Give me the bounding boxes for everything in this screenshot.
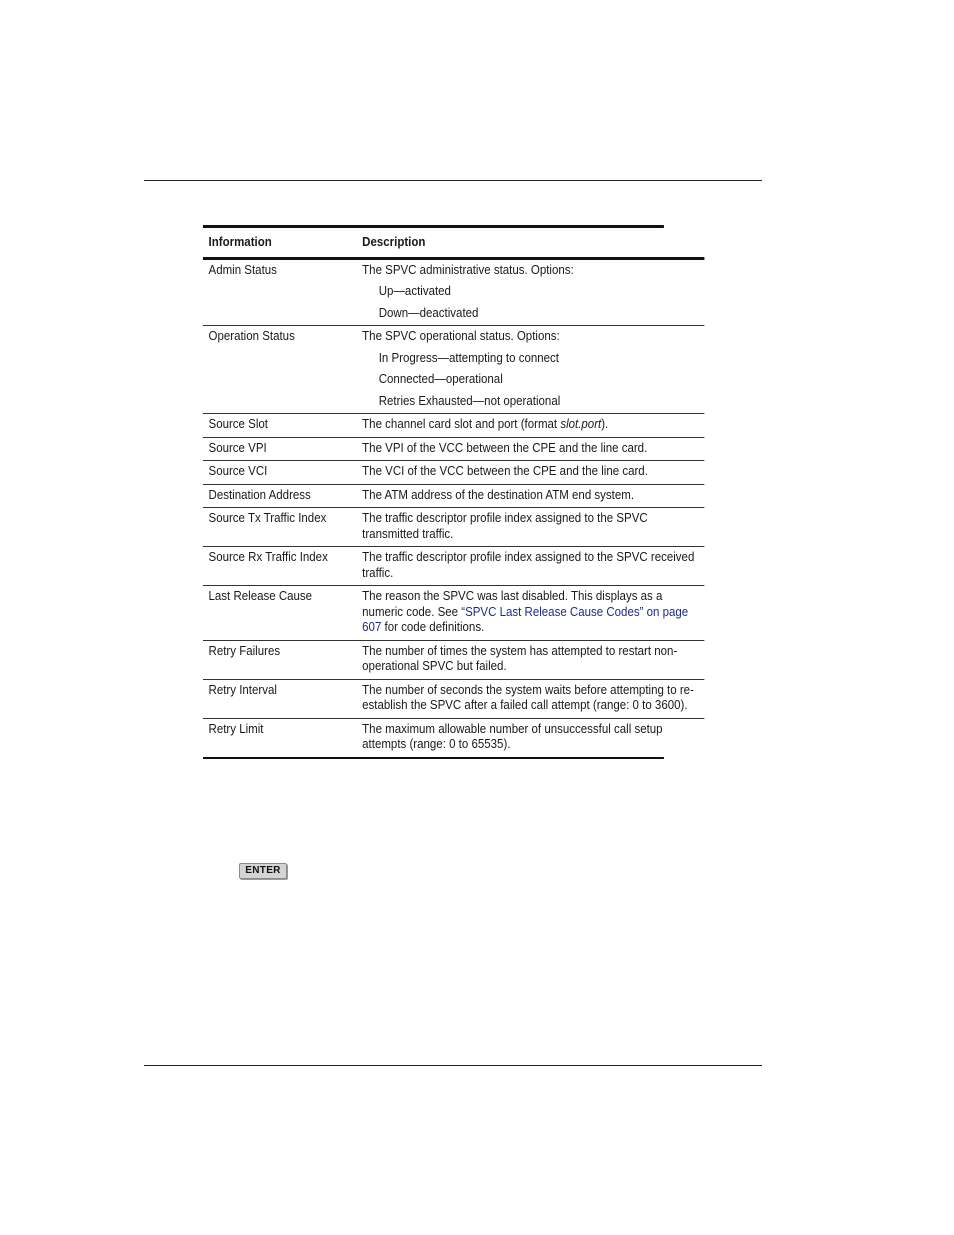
row-information: Source VPI <box>208 440 267 455</box>
footer-rule <box>144 1065 762 1066</box>
table-row <box>203 414 704 438</box>
table-row <box>203 508 704 547</box>
row-information: Destination Address <box>208 487 311 502</box>
row-information: Last Release Cause <box>208 589 313 603</box>
table-header-row <box>203 228 704 260</box>
row-description: The number of seconds the system waits before attempting to re-establish the SPVC after a failed call attempt (range: 0 to 3600). <box>362 682 694 712</box>
description-text: The channel card slot and port (format <box>362 417 561 431</box>
row-description: The VCI of the VCC between the CPE and the line card. <box>362 464 648 478</box>
cross-reference-link[interactable]: “SPVC Last Release Cause Codes” on page 607 <box>362 604 689 634</box>
option-item: In Progress—attempting to connect <box>378 350 559 365</box>
enter-key-icon: ENTER <box>239 863 287 879</box>
row-description <box>353 260 704 326</box>
row-information: Admin Status <box>208 262 277 277</box>
description-text: The SPVC operational status. Options: <box>362 329 560 343</box>
row-information: Operation Status <box>208 329 295 343</box>
table-row <box>203 641 704 680</box>
row-description <box>353 414 704 437</box>
description-text: ). <box>601 417 609 431</box>
row-description: The VPI of the VCC between the CPE and the line card. <box>362 440 648 455</box>
table-row <box>203 461 704 485</box>
table-row <box>203 485 704 509</box>
option-item: Retries Exhausted—not operational <box>378 393 561 408</box>
row-information: Source VCI <box>208 464 268 478</box>
row-description: The traffic descriptor profile index assigned to the SPVC received traffic. <box>362 550 695 580</box>
row-information: Source Rx Traffic Index <box>208 550 328 564</box>
spvc-information-table <box>203 225 695 759</box>
description-text: The reason the SPVC was last disabled. This displays as a numeric code. See <box>362 589 663 619</box>
table-row <box>203 680 704 719</box>
column-header-information: Information <box>208 235 272 249</box>
table-row <box>203 719 704 757</box>
row-description: The number of times the system has attempted to restart non-operational SPVC but failed. <box>362 643 678 673</box>
header-rule <box>144 180 762 181</box>
row-information: Retry Limit <box>208 721 264 736</box>
row-information: Retry Interval <box>208 682 277 697</box>
row-description: The maximum allowable number of unsuccessful call setup attempts (range: 0 to 65535). <box>362 721 663 751</box>
format-term: slot.port <box>560 417 602 431</box>
table-row <box>203 326 704 414</box>
column-header-description: Description <box>362 235 426 249</box>
description-text: for code definitions. <box>381 620 485 634</box>
table-row <box>203 586 704 641</box>
description-text: The SPVC administrative status. Options: <box>362 262 574 277</box>
row-description <box>353 586 704 640</box>
option-item: Up—activated <box>378 284 451 298</box>
row-description: The ATM address of the destination ATM end system. <box>362 487 635 502</box>
option-item: Connected—operational <box>378 372 503 386</box>
row-description: The traffic descriptor profile index assigned to the SPVC transmitted traffic. <box>362 511 648 541</box>
option-item: Down—deactivated <box>378 305 479 320</box>
row-information: Source Tx Traffic Index <box>208 511 327 525</box>
table-row <box>203 547 704 586</box>
row-information: Source Slot <box>208 417 268 431</box>
table-row <box>203 438 704 462</box>
table-row <box>203 260 704 327</box>
row-information: Retry Failures <box>208 643 281 658</box>
row-description <box>353 326 704 413</box>
